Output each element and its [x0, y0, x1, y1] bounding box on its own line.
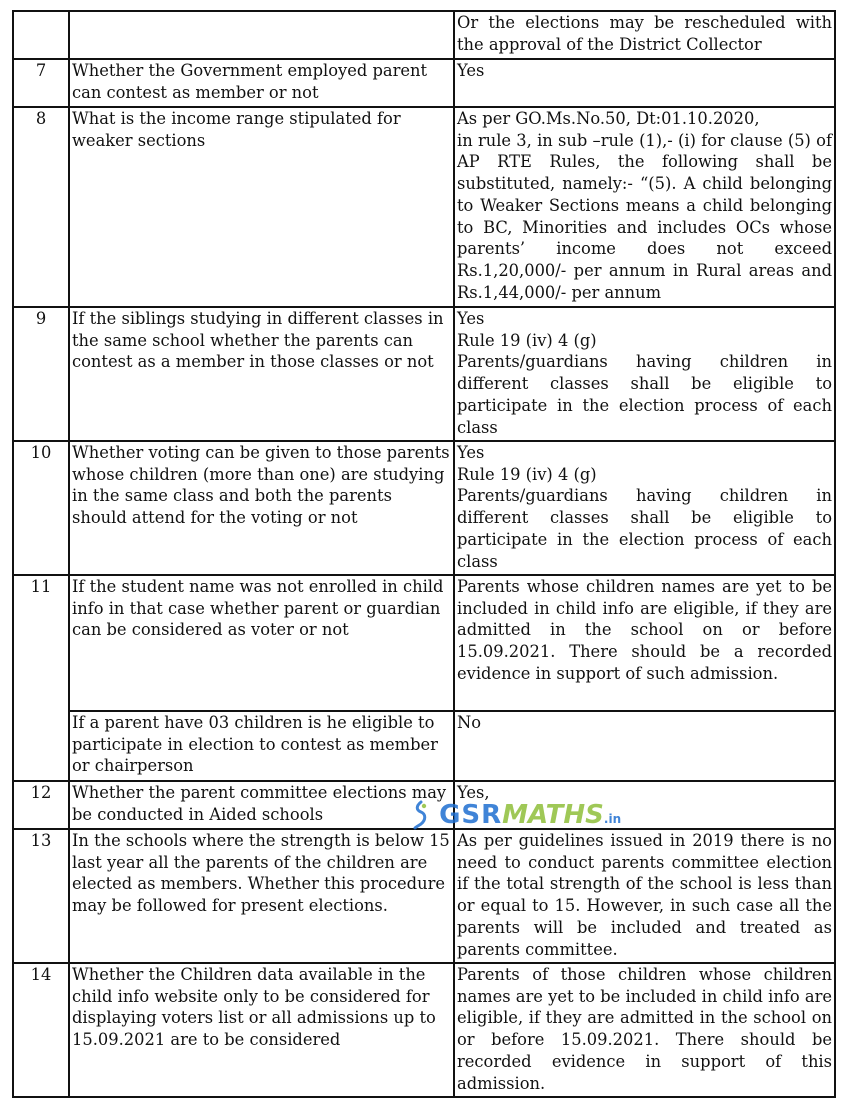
- serial-number: 9: [13, 307, 69, 441]
- table-row: [13, 711, 835, 781]
- table-row: [13, 781, 835, 829]
- faq-table: [12, 10, 836, 1098]
- watermark-maths-text: MATHS: [502, 800, 604, 830]
- answer-cell: [454, 59, 835, 107]
- question-cell: If the student name was not enrolled in child info in that case whether parent or guardian can be considered as voter or not: [69, 575, 454, 711]
- question-cell: If the siblings studying in different classes in the same school whether the parents can contest as a member in those classes or not: [69, 307, 454, 441]
- answer-text: Or the elections may be rescheduled with the approval of the District Collector: [457, 13, 832, 54]
- watermark-tld-text: .in: [603, 812, 622, 826]
- question-cell: Whether the Children data available in the child info website only to be considered for displaying voters list or all admissions up to 15.09.2021 are to be considered: [69, 963, 454, 1097]
- answer-text: Yes: [457, 61, 485, 80]
- answer-text: Parents/guardians having children in different classes shall be eligible to participate in the election process of each class: [457, 352, 832, 437]
- table-row: [13, 829, 835, 963]
- question-cell: Whether the Government employed parent can contest as member or not: [69, 59, 454, 107]
- answer-text: Rule 19 (iv) 4 (g): [457, 464, 597, 484]
- question-cell: Whether the parent committee elections may be conducted in Aided schools: [69, 781, 454, 829]
- answer-cell: [454, 107, 835, 307]
- answer-text: Yes: [457, 443, 485, 462]
- table-row: [13, 963, 835, 1097]
- serial-number: 12: [13, 781, 69, 829]
- table-row: [13, 575, 835, 711]
- answer-text: in rule 3, in sub –rule (1),- (i) for clause (5) of AP RTE Rules, the following shall be substituted, namely:- “(5). A child belonging to Weaker Sections means a child belonging to BC, Minorities and includes OCs whose parents’ income does not exceed Rs.1,20,000/- per annum in Rural areas and Rs.1,44,000/- per annum: [457, 130, 832, 302]
- question-cell: [69, 11, 454, 59]
- question-cell: In the schools where the strength is below 15 last year all the parents of the children are elected as members. Whether this procedure may be followed for present elections.: [69, 829, 454, 963]
- answer-cell: [454, 307, 835, 441]
- serial-number: 7: [13, 59, 69, 107]
- faq-table-container: [12, 10, 836, 1098]
- answer-text: Yes: [457, 309, 485, 328]
- answer-text: No: [457, 713, 482, 732]
- answer-cell: [454, 575, 835, 711]
- answer-text: Parents/guardians having children in different classes shall be eligible to participate in the election process of each class: [457, 486, 832, 571]
- serial-number: 14: [13, 963, 69, 1097]
- answer-cell: [454, 441, 835, 575]
- serial-number: 8: [13, 107, 69, 307]
- table-row: [13, 107, 835, 307]
- table-row: [13, 307, 835, 441]
- answer-text: Rule 19 (iv) 4 (g): [457, 330, 597, 350]
- answer-text: As per GO.Ms.No.50, Dt:01.10.2020,: [457, 109, 760, 128]
- answer-cell: [454, 781, 835, 829]
- answer-text: As per guidelines issued in 2019 there is no need to conduct parents committee election if the total strength of the school is less than or equal to 15. However, in such case all the parents will be included and treated as parents committee.: [457, 831, 832, 959]
- answer-text: Parents of those children whose children names are yet to be included in child info are eligible, if they are admitted in the school on or before 15.09.2021. There should be recorded evidence in support of this admission.: [457, 965, 832, 1093]
- answer-cell: [454, 829, 835, 963]
- answer-text: Yes,: [457, 783, 490, 802]
- table-row: [13, 59, 835, 107]
- table-row: [13, 441, 835, 575]
- serial-number: 13: [13, 829, 69, 963]
- answer-cell: [454, 711, 835, 781]
- answer-cell: [454, 11, 835, 59]
- table-row: [13, 11, 835, 59]
- serial-number: 10: [13, 441, 69, 575]
- serial-number: [13, 11, 69, 59]
- serial-number: 11: [13, 575, 69, 781]
- question-cell: What is the income range stipulated for weaker sections: [69, 107, 454, 307]
- watermark-gsr-text: GSR: [439, 800, 503, 830]
- answer-text: Parents whose children names are yet to be included in child info are eligible, if they are admitted in the school on or before 15.09.2021. There should be a recorded evidence in support of such admission.: [457, 577, 832, 683]
- question-cell: If a parent have 03 children is he eligible to participate in election to contest as member or chairperson: [69, 711, 454, 781]
- answer-cell: [454, 963, 835, 1097]
- question-cell: Whether voting can be given to those parents whose children (more than one) are studying in the same class and both the parents should attend for the voting or not: [69, 441, 454, 575]
